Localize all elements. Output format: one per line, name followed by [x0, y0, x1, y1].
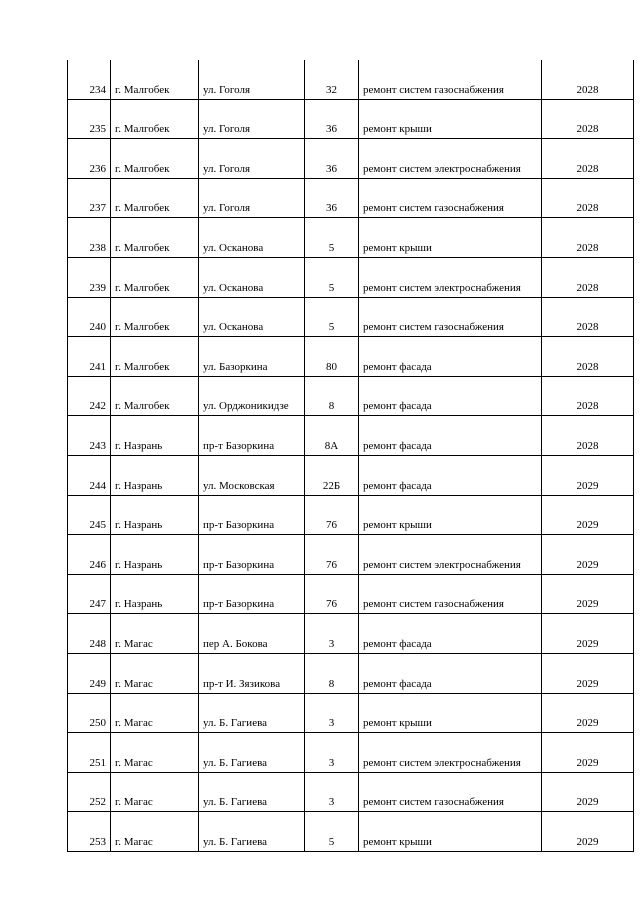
table-row — [68, 653, 634, 693]
street-cell: пр-т Базоркина — [199, 574, 305, 614]
year-cell: 2029 — [542, 653, 634, 693]
year-cell: 2028 — [542, 60, 634, 99]
work-type-cell: ремонт систем электроснабжения — [359, 139, 542, 179]
row-number-cell: 234 — [68, 60, 111, 99]
row-number-cell: 248 — [68, 614, 111, 654]
work-type-cell: ремонт систем газоснабжения — [359, 574, 542, 614]
year-cell: 2028 — [542, 139, 634, 179]
street-cell: ул. Осканова — [199, 218, 305, 258]
row-number-cell: 249 — [68, 653, 111, 693]
house-number-cell: 5 — [305, 257, 359, 297]
street-cell: ул. Б. Гагиева — [199, 733, 305, 773]
street-cell: ул. Московская — [199, 455, 305, 495]
street-cell: ул. Б. Гагиева — [199, 812, 305, 852]
work-type-cell: ремонт фасада — [359, 614, 542, 654]
city-cell: г. Назрань — [111, 455, 199, 495]
house-number-cell: 76 — [305, 574, 359, 614]
row-number-cell: 235 — [68, 99, 111, 139]
year-cell: 2029 — [542, 455, 634, 495]
street-cell: пр-т Базоркина — [199, 535, 305, 575]
city-cell: г. Магас — [111, 653, 199, 693]
work-type-cell: ремонт фасада — [359, 416, 542, 456]
house-number-cell: 80 — [305, 337, 359, 377]
work-type-cell: ремонт систем электроснабжения — [359, 733, 542, 773]
row-number-cell: 244 — [68, 455, 111, 495]
city-cell: г. Малгобек — [111, 297, 199, 337]
work-type-cell: ремонт фасада — [359, 376, 542, 416]
street-cell: ул. Гоголя — [199, 60, 305, 99]
year-cell: 2029 — [542, 574, 634, 614]
year-cell: 2029 — [542, 495, 634, 535]
year-cell: 2029 — [542, 614, 634, 654]
street-cell: ул. Б. Гагиева — [199, 693, 305, 733]
city-cell: г. Магас — [111, 693, 199, 733]
city-cell: г. Малгобек — [111, 376, 199, 416]
work-type-cell: ремонт крыши — [359, 693, 542, 733]
table-row — [68, 60, 634, 99]
year-cell: 2028 — [542, 337, 634, 377]
city-cell: г. Магас — [111, 812, 199, 852]
house-number-cell: 36 — [305, 139, 359, 179]
row-number-cell: 251 — [68, 733, 111, 773]
table-row — [68, 733, 634, 773]
table-row — [68, 139, 634, 179]
row-number-cell: 242 — [68, 376, 111, 416]
work-type-cell: ремонт систем электроснабжения — [359, 257, 542, 297]
house-number-cell: 8 — [305, 376, 359, 416]
row-number-cell: 239 — [68, 257, 111, 297]
city-cell: г. Малгобек — [111, 99, 199, 139]
city-cell: г. Малгобек — [111, 218, 199, 258]
city-cell: г. Магас — [111, 614, 199, 654]
city-cell: г. Назрань — [111, 416, 199, 456]
year-cell: 2028 — [542, 416, 634, 456]
street-cell: ул. Гоголя — [199, 99, 305, 139]
street-cell: ул. Б. Гагиева — [199, 772, 305, 812]
table-row — [68, 495, 634, 535]
table-row — [68, 257, 634, 297]
row-number-cell: 250 — [68, 693, 111, 733]
year-cell: 2028 — [542, 218, 634, 258]
row-number-cell: 241 — [68, 337, 111, 377]
house-number-cell: 5 — [305, 218, 359, 258]
row-number-cell: 236 — [68, 139, 111, 179]
row-number-cell: 253 — [68, 812, 111, 852]
street-cell: пр-т Базоркина — [199, 495, 305, 535]
work-type-cell: ремонт крыши — [359, 99, 542, 139]
table-row — [68, 99, 634, 139]
street-cell: ул. Базоркина — [199, 337, 305, 377]
table-row — [68, 455, 634, 495]
year-cell: 2028 — [542, 178, 634, 218]
table-row — [68, 614, 634, 654]
year-cell: 2029 — [542, 535, 634, 575]
row-number-cell: 240 — [68, 297, 111, 337]
year-cell: 2029 — [542, 733, 634, 773]
house-number-cell: 8 — [305, 653, 359, 693]
table-row — [68, 574, 634, 614]
table-row — [68, 812, 634, 852]
table-row — [68, 178, 634, 218]
table-row — [68, 337, 634, 377]
work-type-cell: ремонт крыши — [359, 812, 542, 852]
year-cell: 2028 — [542, 297, 634, 337]
repair-schedule-table — [67, 60, 634, 852]
table-row — [68, 416, 634, 456]
work-type-cell: ремонт фасада — [359, 653, 542, 693]
work-type-cell: ремонт фасада — [359, 337, 542, 377]
city-cell: г. Назрань — [111, 495, 199, 535]
house-number-cell: 5 — [305, 812, 359, 852]
house-number-cell: 76 — [305, 535, 359, 575]
year-cell: 2029 — [542, 693, 634, 733]
house-number-cell: 5 — [305, 297, 359, 337]
work-type-cell: ремонт фасада — [359, 455, 542, 495]
row-number-cell: 245 — [68, 495, 111, 535]
row-number-cell: 247 — [68, 574, 111, 614]
year-cell: 2028 — [542, 376, 634, 416]
city-cell: г. Назрань — [111, 535, 199, 575]
work-type-cell: ремонт систем газоснабжения — [359, 178, 542, 218]
row-number-cell: 246 — [68, 535, 111, 575]
house-number-cell: 22Б — [305, 455, 359, 495]
house-number-cell: 76 — [305, 495, 359, 535]
table-row — [68, 297, 634, 337]
street-cell: ул. Осканова — [199, 257, 305, 297]
city-cell: г. Малгобек — [111, 178, 199, 218]
street-cell: ул. Гоголя — [199, 178, 305, 218]
city-cell: г. Магас — [111, 733, 199, 773]
house-number-cell: 3 — [305, 733, 359, 773]
street-cell: ул. Орджоникидзе — [199, 376, 305, 416]
house-number-cell: 3 — [305, 693, 359, 733]
row-number-cell: 238 — [68, 218, 111, 258]
city-cell: г. Малгобек — [111, 60, 199, 99]
city-cell: г. Магас — [111, 772, 199, 812]
year-cell: 2028 — [542, 257, 634, 297]
year-cell: 2029 — [542, 812, 634, 852]
house-number-cell: 3 — [305, 772, 359, 812]
street-cell: пр-т И. Зязикова — [199, 653, 305, 693]
city-cell: г. Назрань — [111, 574, 199, 614]
house-number-cell: 3 — [305, 614, 359, 654]
street-cell: ул. Гоголя — [199, 139, 305, 179]
work-type-cell: ремонт крыши — [359, 218, 542, 258]
house-number-cell: 36 — [305, 99, 359, 139]
work-type-cell: ремонт крыши — [359, 495, 542, 535]
year-cell: 2029 — [542, 772, 634, 812]
year-cell: 2028 — [542, 99, 634, 139]
house-number-cell: 8А — [305, 416, 359, 456]
city-cell: г. Малгобек — [111, 139, 199, 179]
row-number-cell: 237 — [68, 178, 111, 218]
house-number-cell: 32 — [305, 60, 359, 99]
work-type-cell: ремонт систем электроснабжения — [359, 535, 542, 575]
work-type-cell: ремонт систем газоснабжения — [359, 297, 542, 337]
table-row — [68, 218, 634, 258]
city-cell: г. Малгобек — [111, 337, 199, 377]
street-cell: пер А. Бокова — [199, 614, 305, 654]
house-number-cell: 36 — [305, 178, 359, 218]
work-type-cell: ремонт систем газоснабжения — [359, 772, 542, 812]
table-row — [68, 772, 634, 812]
city-cell: г. Малгобек — [111, 257, 199, 297]
work-type-cell: ремонт систем газоснабжения — [359, 60, 542, 99]
row-number-cell: 243 — [68, 416, 111, 456]
table-row — [68, 376, 634, 416]
street-cell: ул. Осканова — [199, 297, 305, 337]
row-number-cell: 252 — [68, 772, 111, 812]
table-body — [68, 60, 634, 851]
street-cell: пр-т Базоркина — [199, 416, 305, 456]
table-row — [68, 535, 634, 575]
table-row — [68, 693, 634, 733]
